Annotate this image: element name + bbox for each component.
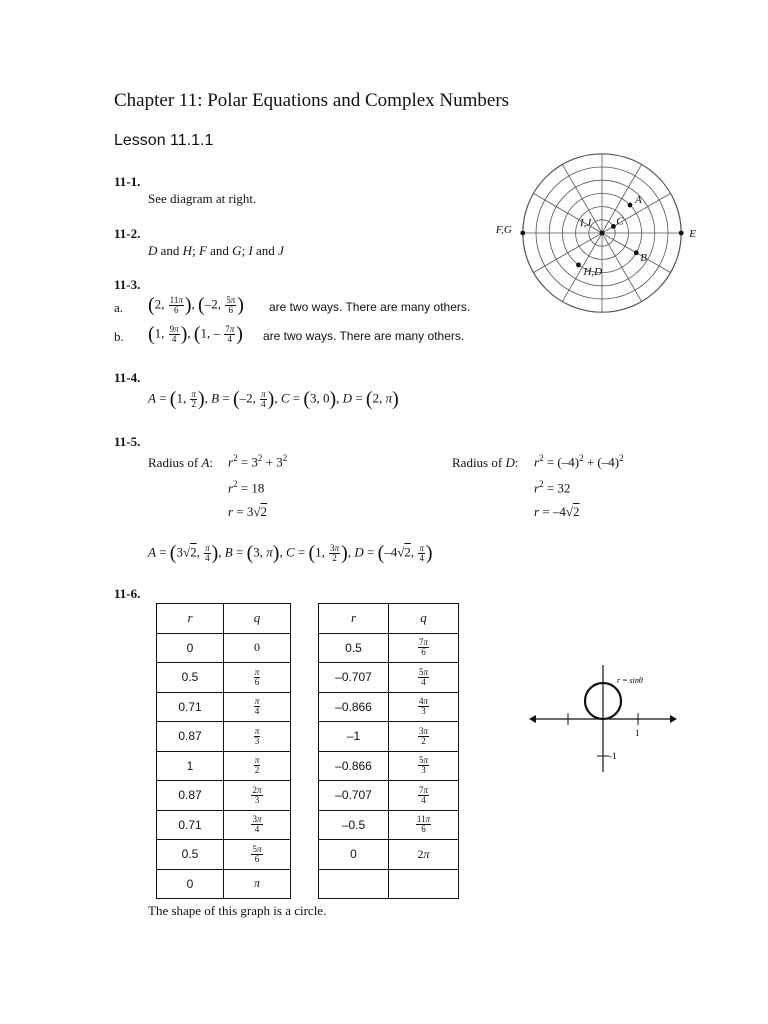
table-row bbox=[319, 751, 459, 781]
problem-11-1-text: See diagram at right. bbox=[148, 191, 257, 206]
table-row bbox=[157, 692, 291, 722]
table-row bbox=[319, 663, 459, 693]
polar-label-a: A bbox=[635, 193, 642, 206]
table-row bbox=[319, 722, 459, 752]
problem-11-2-text: D and H; F and G; I and J bbox=[148, 243, 284, 258]
table2-header-r: r bbox=[319, 604, 389, 634]
table-row bbox=[319, 633, 459, 663]
theta-value-cell: π bbox=[224, 869, 291, 899]
theta-value-cell: $\frac{\pi}{3}$ bbox=[224, 722, 291, 752]
r-value-cell: –0.866 bbox=[319, 692, 389, 722]
r-value-cell: 1 bbox=[157, 751, 224, 781]
polar-ray bbox=[602, 233, 642, 302]
theta-value-cell: $\frac{\pi}{2}$ bbox=[224, 751, 291, 781]
r-value-cell: –0.5 bbox=[319, 810, 389, 840]
r-value-cell: 0.71 bbox=[157, 810, 224, 840]
values-table-2 bbox=[318, 603, 459, 899]
problem-11-3-a-label: a. bbox=[114, 300, 124, 315]
radius-a-line-1: $r^2 = 3^2 + 3^2$ bbox=[228, 453, 288, 470]
problem-11-3-b-math: (1, $\frac{9\pi}{4}$ ), (1, – $\frac{7\pi}{4}$ ) bbox=[148, 323, 243, 345]
polar-label-b: B bbox=[640, 251, 648, 264]
r-value-cell: 0.5 bbox=[157, 840, 224, 870]
table-row bbox=[319, 781, 459, 811]
r-value-cell: 0.71 bbox=[157, 692, 224, 722]
problem-number-11-3: 11-3. bbox=[114, 277, 141, 292]
page-title: Chapter 11: Polar Equations and Complex Numbers bbox=[114, 90, 510, 111]
radius-a-line-3: r = 3√2 bbox=[228, 504, 268, 519]
table-row bbox=[319, 692, 459, 722]
r-value-cell: –1 bbox=[319, 722, 389, 752]
table2-header-q: q bbox=[389, 604, 459, 634]
r-value-cell: 0.87 bbox=[157, 722, 224, 752]
problem-11-5-summary: A = (3√2, $\frac{\pi}{4}$ ), B = (3, π), C = (1, $\frac{3\pi}{2}$ ), D = (–4√2, $\frac{\pi}{4}$ ) bbox=[148, 542, 433, 564]
table-row bbox=[319, 840, 459, 870]
radius-d-line-3: r = –4√2 bbox=[534, 504, 580, 519]
radius-d-line-2: $r^2 = 32$ bbox=[534, 479, 571, 496]
table1-header-r: r bbox=[157, 604, 224, 634]
polar-label-f-g: F,G bbox=[495, 224, 512, 236]
problem-11-3-a-text: are two ways. There are many others. bbox=[269, 300, 471, 314]
x-axis-arrow-left bbox=[529, 715, 536, 723]
polar-point-b bbox=[634, 250, 639, 255]
table-row bbox=[319, 869, 459, 899]
r-value-cell: 0 bbox=[157, 633, 224, 663]
polar-point-f-g bbox=[520, 231, 525, 236]
r-value-cell: –0.707 bbox=[319, 663, 389, 693]
table-row bbox=[157, 869, 291, 899]
polar-label-h-d: H,D bbox=[583, 265, 603, 278]
r-value-cell: –0.707 bbox=[319, 781, 389, 811]
radius-a-line-2: $r^2 = 18$ bbox=[228, 479, 265, 496]
r-value-cell: –0.866 bbox=[319, 751, 389, 781]
polar-point-c bbox=[611, 224, 616, 229]
problem-number-11-5: 11-5. bbox=[114, 434, 141, 449]
tick-label-y: -1 bbox=[609, 751, 617, 761]
polar-label-e: E bbox=[689, 228, 696, 240]
polar-label-c: C bbox=[616, 215, 624, 228]
problem-number-11-2: 11-2. bbox=[114, 226, 141, 241]
table-row bbox=[157, 781, 291, 811]
problem-11-3-a-math: (2, $\frac{11\pi}{6}$ ), (–2, $\frac{5\pi}{6}$ ) bbox=[148, 294, 244, 316]
theta-value-cell: $\frac{5\pi}{4}$ bbox=[389, 663, 459, 693]
table-row bbox=[319, 810, 459, 840]
r-value-cell: 0.5 bbox=[157, 663, 224, 693]
values-table-1 bbox=[156, 603, 291, 899]
polar-point-a bbox=[628, 203, 633, 208]
problem-number-11-4: 11-4. bbox=[114, 370, 141, 385]
radius-d-label: Radius of D: bbox=[452, 455, 519, 470]
table1-header-q: q bbox=[224, 604, 291, 634]
polar-point-h-d bbox=[576, 262, 581, 267]
theta-value-cell: $\frac{2\pi}{3}$ bbox=[224, 781, 291, 811]
x-axis-arrow-right bbox=[670, 715, 677, 723]
theta-value-cell: $\frac{11\pi}{6}$ bbox=[389, 810, 459, 840]
problem-number-11-1: 11-1. bbox=[114, 174, 141, 189]
table-row bbox=[157, 633, 291, 663]
radius-d-line-1: $r^2 = (-4)^2 + (-4)^2$ bbox=[534, 453, 624, 470]
problem-11-3-b-label: b. bbox=[114, 329, 124, 344]
polar-label-i-j: I,J bbox=[580, 217, 592, 229]
radius-a-label: Radius of A: bbox=[148, 455, 214, 470]
theta-value-cell: 0 bbox=[224, 633, 291, 663]
theta-value-cell: $\frac{5\pi}{3}$ bbox=[389, 751, 459, 781]
theta-value-cell: $\frac{\pi}{6}$ bbox=[224, 663, 291, 693]
table-row bbox=[157, 751, 291, 781]
theta-value-cell: $\frac{\pi}{4}$ bbox=[224, 692, 291, 722]
polar-ray bbox=[533, 193, 602, 233]
theta-value-cell: $\frac{3\pi}{2}$ bbox=[389, 722, 459, 752]
r-value-cell: 0 bbox=[157, 869, 224, 899]
circle-graph bbox=[525, 660, 685, 775]
graph-equation: r = sinθ bbox=[617, 676, 643, 685]
theta-value-cell bbox=[389, 869, 459, 899]
polar-point-i-j bbox=[600, 231, 605, 236]
theta-value-cell: $\frac{5\pi}{6}$ bbox=[224, 840, 291, 870]
theta-value-cell: $\frac{7\pi}{4}$ bbox=[389, 781, 459, 811]
polar-diagram bbox=[495, 150, 705, 320]
r-value-cell: 0.5 bbox=[319, 633, 389, 663]
theta-value-cell: $\frac{3\pi}{4}$ bbox=[224, 810, 291, 840]
table-row bbox=[157, 722, 291, 752]
r-value-cell bbox=[319, 869, 389, 899]
theta-value-cell: 2π bbox=[389, 840, 459, 870]
table-row bbox=[157, 810, 291, 840]
theta-value-cell: $\frac{7\pi}{6}$ bbox=[389, 633, 459, 663]
problem-11-6-conclusion: The shape of this graph is a circle. bbox=[148, 903, 327, 918]
r-value-cell: 0.87 bbox=[157, 781, 224, 811]
r-value-cell: 0 bbox=[319, 840, 389, 870]
table-row bbox=[157, 663, 291, 693]
polar-point-e bbox=[679, 231, 684, 236]
tick-label-x: 1 bbox=[635, 728, 640, 738]
lesson-heading: Lesson 11.1.1 bbox=[114, 132, 214, 149]
problem-11-3-b-text: are two ways. There are many others. bbox=[263, 329, 465, 343]
problem-number-11-6: 11-6. bbox=[114, 586, 141, 601]
problem-11-4-math: A = (1, $\frac{\pi}{2}$ ), B = (–2, $\frac{\pi}{4}$ ), C = (3, 0), D = (2, π) bbox=[148, 388, 399, 410]
theta-value-cell: $\frac{4\pi}{3}$ bbox=[389, 692, 459, 722]
table-row bbox=[157, 840, 291, 870]
